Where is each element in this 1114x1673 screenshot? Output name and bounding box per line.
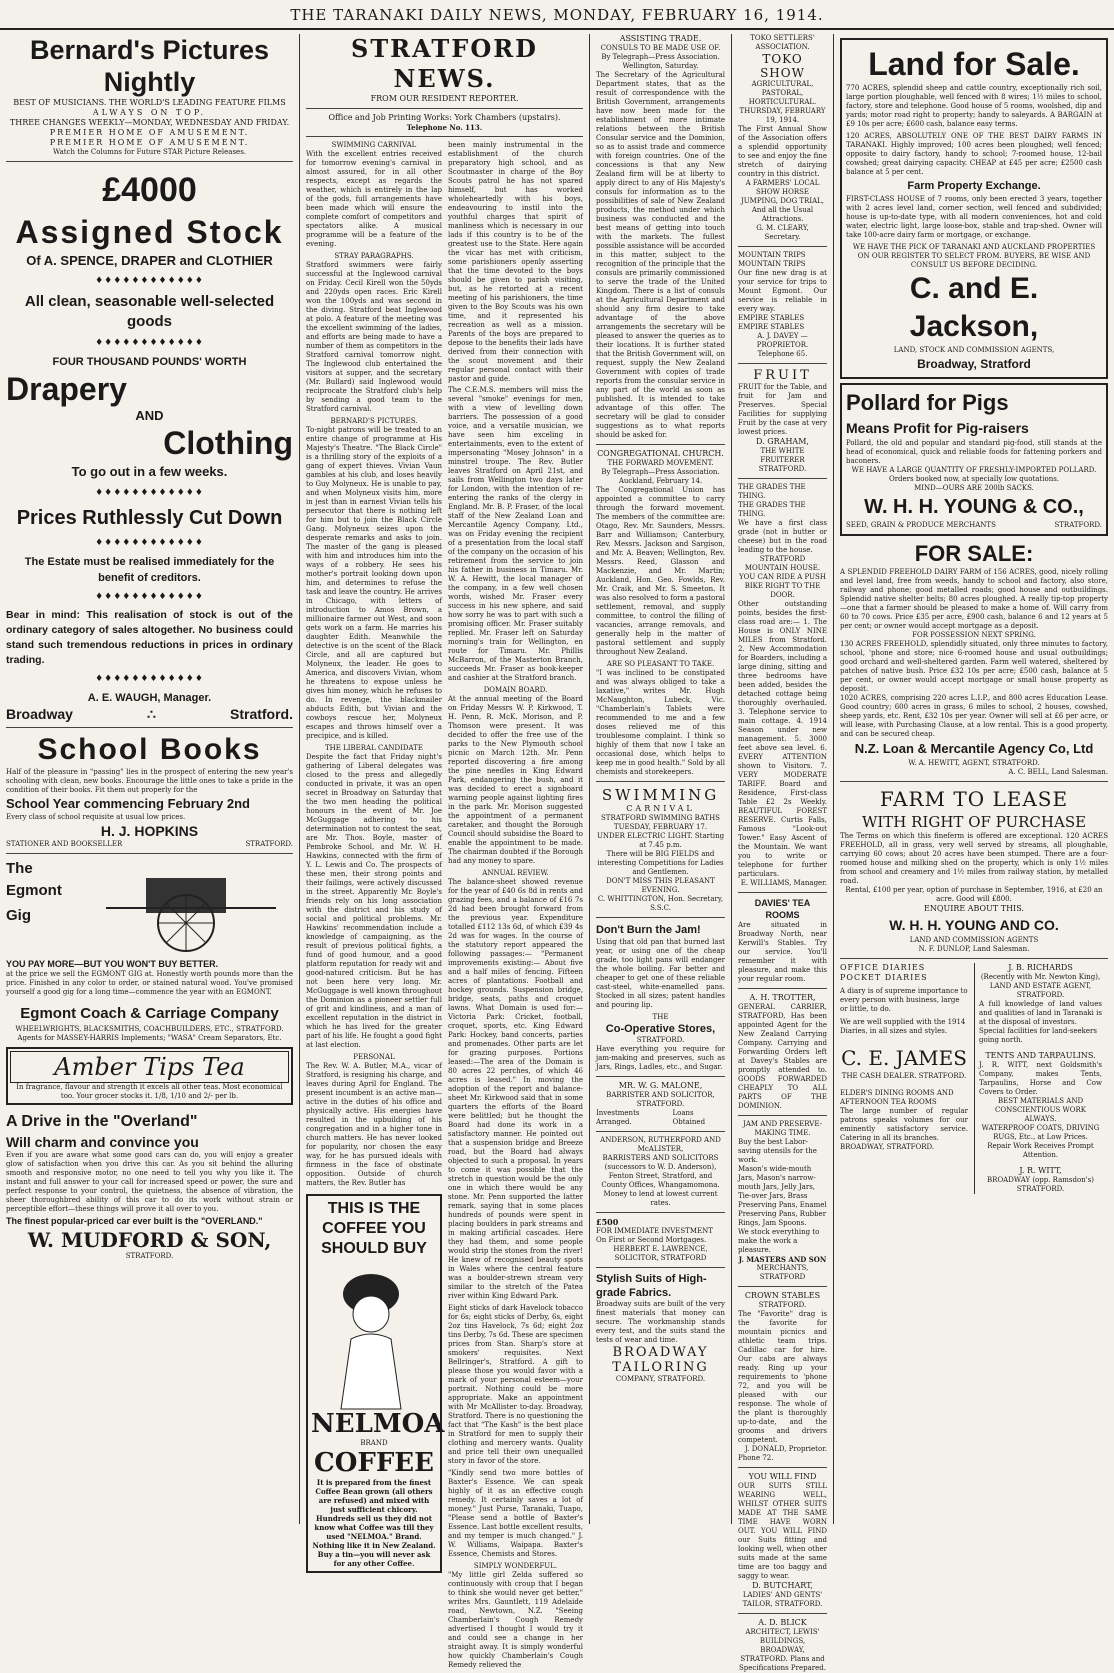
coffee: COFFEE [314,1448,434,1478]
land-for-sale: Land for Sale. [868,46,1080,82]
toko-heading: TOKO SETTLERS' ASSOCIATION. [750,34,815,51]
jackson-sub: LAND, STOCK AND COMMISSION AGENTS, [893,346,1055,354]
cong-sub: THE FORWARD MOVEMENT. [607,459,714,467]
stock-everything: We stock everything to make the work a pleasure. [738,1228,820,1254]
bernards-line6: Watch the Columns for Future STAR Picture Releases. [52,148,247,156]
bernards-title: Bernard's Pictures Nightly [29,35,270,97]
repair: Repair Work Receives Prompt Attention. [987,1142,1094,1159]
estate: The Estate must be realised immediately for the benefit of creditors. [24,556,275,584]
coop-stores: Co-Operative Stores, [605,1023,716,1035]
stratford-2: STRATFORD. [245,840,293,848]
school-year: School Year commencing February 2nd [6,796,250,811]
toko-text: The First Annual Show of the Association offers a splendid opportunity to see and enjoy the fine stretch of dairying country in this district. [738,125,827,178]
coach-sub: WHEELWRIGHTS, BLACKSMITHS, COACHBUILDERS, ETC., STRATFORD. Agents for MASSEY-HARRIS Implements; "WASA" Cream Separators, Etc. [15,1025,284,1042]
gig-text: at the price we sell the EGMONT GIG at. Honestly worth pounds more than the price. Finished in any color to order, or stained natural wood. You've promised yourself a good gig for a long time—commence the year with an EGMONT. [6,970,293,996]
jam2-text: Buy the best Labor-saving utensils for the work. [738,1138,817,1164]
gig-illustration [86,858,286,958]
waterproof: WATERPROOF COATS, DRIVING RUGS, Etc., at Low Prices. [981,1124,1100,1141]
malone: MR. W. G. MALONE, [618,1081,703,1090]
assist-text: The Secretary of the Agricultural Department states, that as the result of correspondence with the British Government, arrangements have now been made for the establishment of more intimate relations between the British Consular service and the Dominion, so as to assist trade and commerce with foreign countries. One of the concessions is that any New Zealand firm will be at liberty to apply direct to any of His Majesty's consuls for information as to the possibilities of sale of New Zealand products, the method under which business was conducted and the best means of getting into touch with the markets. The fullest possible assistance will be accorded in this matter, subject to the recognition of the principle that the consuls are primarily commissioned to serve the trade of the United Kingdom. There is a list of consuls at the Agricultural Department and should any firm desire to take advantage of the above arrangements the secretary will be pleased to answer the queries as to their locations. It is further stated that the British Government will, on request, supply the New Zealand Government with copies of trade reports from the consular service in any part of the world as soon as published. It is intended to take advantage of this offer. The secretary will be glad to consider suggestions as to what reports should be asked for. [596,71,725,439]
diary-text: A diary is of supreme importance to every person with business, large or little, to do. [840,987,968,1013]
forsale-156: A SPLENDID FREEHOLD DAIRY FARM of 156 ACRES, good, nicely rolling and level land, free from weeds, handy to school and factory, also store, railway and phone; good metalled roads; good house and outbuildings. Splendid native shelter belts; 80 acres ploughed. A really tip-top property —one that a farmer should be pleased to make a home of. Will carry from 60 to 70 cows. Price £35 per acre, £900 cash, balance 6 and 12 years at 5 per cent; or owner would accept mortgage as a deposit. [840,568,1108,630]
all-clean: All clean, seasonable well-selected goods [24,293,275,330]
swimming: SWIMMING [601,786,720,804]
telephone: Telephone No. 113. [406,123,483,132]
h-liberal: THE LIBERAL CANDIDATE [325,744,423,752]
james-sub: THE CASH DEALER. STRATFORD. [841,1072,967,1080]
gig-the: The [6,860,33,877]
cong-text: The Congregational Union has appointed a committee to carry through the forward movement. The members of the committee are: Otago, Rev. Mr. Saunders, Messrs. Barr and Williamson; Canterbury, Rev. Messrs. Jackson and Sargison, and Mr. A. Beaven; Wellington, Rev. Messrs. Reed, Glasson and Mackenzie, and Mr. Martin; Auckland, Hon. Geo. Fowlds, Rev. Mr. Craik, and Mr. S. Smeeton. It was also resolved to form a pastoral settlement, removal, and supply committee, to control the filling of vacancies, arrange removals, and generally help in the matter of pastoral settlement and supply throughout New Zealand. [596,486,725,656]
bernards-line2: ALWAYS ON TOP. [92,108,207,117]
woman-illustration [311,1259,431,1409]
hopkins: H. J. HOPKINS [100,823,199,839]
anderson: ANDERSON, RUTHERFORD AND McALISTER, [600,1136,721,1153]
stratford: Stratford. [230,706,293,722]
mudford: W. MUDFORD & SON, [27,1228,272,1252]
elders-text: The large number of regular patrons speaks volumes for our eminently satisfactory service. Catering in all its branches. [840,1107,968,1142]
mountain-features: Other outstanding points, besides the first-class road are:— 1. The House is ONLY NINE MILES from Stratford. 2. New Accommodation for Boarders, including a large dining, sitting and three bedrooms have been added, besides the detached cottage being thoroughly overhauled. 3. Telephone service to main cottage. 4. 1914 Season under new management. 5. 3000 feet above sea level. 6. EVERY ATTENTION shown to Visitors. 7. VERY MODERATE TARIFF. Board and Residence, First-class Table £2 2s Weekly. BEAUTIFUL FOREST RESERVE. Curtis Falls, Famous "Look-out Tower." Easy Ascent of the Mountain. We want you to write or telephone for further particulars. [738,600,827,878]
column-5 [834,34,1114,1524]
school-text: Half of the pleasure in "passing" lies in the prospect of entering the new year's schooling with clean, new books. Encourage the little ones to take a pride in the condition of their books. Fit them out properly for the [6,768,293,794]
elders-addr: BROADWAY, STRATFORD. [840,1143,935,1151]
column-4 [732,34,834,1672]
liberal-text: Despite the fact that Friday night's gathering of Liberal delegates was closed to the press and allegedly conducted in private, it was an open secret in Broadway on Saturday that the two men heading the political honours in the event of Mr. Joe McGuggage adhering to his determination not to contest the seat, are Mr. Thos. Boyle, master of Pembroke School, and Mr. W. H. Hawkins, connected with the firm of Y. L. Lewis and Co. The prospects of these men, their strong points and their failings, were actively discussed in the street. Apparently Mr. Boyle's friends rely on his long association with the district and his study of social and political problems. Mr. Hawkins' recommendation include a knowledge of campaigning, as the result of previous political fights, a fund of good humour, and a good platform reputation for ready wit and good-natured criticism. But he has not been here very long. Mr. McGuggage is well known throughout the Dominion as a pioneer settler full of grit and kindliness, and a man of excellent reputation in the district in which he has lived for the greater part of his life. He fought a good fight at last election. [306,753,442,1049]
loans: Loans Obtained [672,1109,706,1126]
bernards-line5: PREMIER HOME OF AMUSEMENT. [49,138,250,147]
elders: ELDER'S DINING ROOMS AND AFTERNOON TEA ROOMS [840,1089,954,1106]
young-sub: SEED, GRAIN & PRODUCE MERCHANTS [846,521,996,529]
carnival: CARNIVAL [626,804,695,813]
empire-2: EMPIRE STABLES [738,323,805,331]
davies-text: Are situated in Broadway North, near Kerwill's Stables. Try our service. You'll remember it with pleasure, and make this your regular room. [738,921,827,983]
nz-loan: N.Z. Loan & Mercantile Agency Co, Ltd [854,741,1094,756]
quantity: WE HAVE A LARGE QUANTITY OF FRESHLY-IMPORTED POLLARD. [851,466,1097,474]
stray-text: Stratford swimmers were fairly successful at the Inglewood carnival on Friday. Cecil Kirell won the 50yds and 220yds open races. Eric Kirell won the 100yds and was second in the diving. Stratford beat Inglewood at polo. A feature of the meeting was the excellent swimming of the ladies, and efforts are being made to have a number of them as competitors in the Stratford carnival tomorrow night. The Inglewood club entertained the visitors at supper, and the secretary (Mr. Bullard) said Inglewood would reciprocate the Stratford club's help by sending a good team to the Stratford carnival. [306,261,442,413]
stylish-text: Broadway suits are built of the very finest materials that money can secure. The workmanship stands every test, and the suits stand the tests of wear and time. [596,1300,725,1344]
williams: E. WILLIAMS, Manager. [740,879,827,887]
assigned-stock: Assigned Stock [15,214,284,250]
charm: Will charm and convince you [6,1134,199,1150]
graham: D. GRAHAM, [756,437,809,446]
right-of-purchase: WITH RIGHT OF PURCHASE [861,813,1087,831]
grades-text: We have a first class grade (not in butter or cheese) but in the road leading to the house. [738,519,827,554]
h-bernards: BERNARD'S PICTURES. [330,417,418,425]
crown-stables: CROWN STABLES [744,1291,821,1300]
mudford-stratford: STRATFORD. [125,1252,174,1260]
swim-text: There will be BIG FIELDS and interesting Competitions for Ladies and Gentlemen. [597,850,724,876]
toko-date: THURSDAY, FEBRUARY 19, 1914. [739,107,826,124]
pocket-diaries: POCKET DIARIES [840,973,928,982]
broadway-tailoring-2: TAILORING [612,1360,709,1375]
h-personal: PERSONAL [353,1053,395,1061]
mind: MIND—OURS ARE 200lb SACKS. [914,484,1034,492]
five-hundred: £500 [596,1217,619,1227]
coop-stratford: STRATFORD. [636,1036,685,1044]
grades-2: THE GRADES THE THING. [738,501,806,518]
davey: A. J. DAVEY — PROPRIETOR. Telephone 65. [756,332,809,358]
stratford-news-title: STRATFORD NEWS. [350,34,538,93]
column-2 [300,34,590,1669]
havelock-text: Eight sticks of dark Havelock tobacco for 6s; eight sticks of Derby, 6s, eight 2oz tins Havelock, 7s 6d; eight 2oz tins Derby, 7s 6d. These are specimen prices from Stan. Sharp's store at smokers' requisites. Next Bellringer's, Stratford. A gift to please those you would favor with a mark of your personal esteem—your portrait. Nothing could be more appropriate. Make an appointment with Mr McAllister to-day. Broadway, Stratford. There is no questioning the fact that "The Kash" is the best place in Stratford for men to supply their clothing and mercery wants. Quality and price tell their own unequalled story in favor of the store. [448,1304,583,1465]
trotter: A. H. TROTTER, [749,993,816,1002]
column-1: Bernard's Pictures Nightly BEST OF MUSICIANS. THE WORLD'S LEADING FEATURE FILMS ALWAYS ON TOP. THREE CHANGES WEEKLY—MONDAY, WEDNESDAY AND FRIDAY. PREMIER HOME OF AMUSEMENT. PREMIER HOME OF AMUSEMENT. Watch the Columns for Future STAR Picture Releases. £4000 Assigned Stock Of A. SPENCE, DRAPER and CLOTHIER ♦♦♦♦♦♦♦♦♦♦♦♦ All clean, seasonable well-selected goods ♦♦♦♦♦♦♦♦♦♦♦♦ FOUR THOUSAND POUNDS' WORTH Drapery AND Clothing To go out in a few weeks. ♦♦♦♦♦♦♦♦♦♦♦♦ Prices Ruthlessly Cut Down ♦♦♦♦♦♦♦♦♦♦♦♦ The Estate must be realised immediately for the benefit of creditors. ♦♦♦♦♦♦♦♦♦♦♦♦ Bear in mind: This realisation of stock is out of the ordinary category of sales altogether. No business could stand such tremendous reductions in prices in ordinary trading. ♦♦♦♦♦♦♦♦♦♦♦♦ A. E. WAUGH, Manager. Broadway ∴ Stratford. School Books Half of the pleasure in "passing" lies in the prospect of entering the new year's schooling with clean, new books. Encourage the little ones to take a pride in the condition of their books. Fit them out properly for the School Year commencing February 2nd Every class of school requisite at usual low prices. H. J. HOPKINS STATIONER AND BOOKSELLER STRATFORD. The Egmont Gig YOU PAY MORE—BUT YOU WON'T BUY BETTER. at the price we sell the EGMONT GIG at. Honestly worth pounds more than the price. Finished in any color to order, or stained natural wood. You've promised yourself a good gig for a long time—commence the year with an EGMONT. Egmont Coach & Carriage Company WHEELWRIGHTS, BLACKSMITHS, COACHBUILDERS, ETC., STRATFORD. Agents for MASSEY-HARRIS Implements; "WASA" Cream Separators, Etc. Amber Tips Tea In fragrance, flavour and strength it excels all other teas. Most economical too. Your grocer stocks it. 1/8, 1/10 and 2/- per lb. A Drive in the "Overland" Will charm and convince you Even if you are aware what some good cars can do, you will enjoy a greater glow of satisfaction when you drive this car. As you sit behind the alluring smooth and responsive motor, no one need to tell you why you like it. The instant and full answer to your call for increased speed or power, the sure and perfect response to your control, the quietness, the absence of vibration, the sheer thoroughbred ability of this car to do its work without strain or perceptible effort—these things will prove it all over to you. The finest popular-priced car ever built is the "OVERLAND." W. MUDFORD & SON, STRATFORD. [0,34,300,1524]
rental: Rental, £100 per year, option of purchase in September, 1916, at £20 an acre. Good will £800. [845,886,1103,903]
witt-addr: BROADWAY (opp. Ramsdon's) STRATFORD. [987,1176,1094,1193]
james: C. E. JAMES [841,1046,967,1070]
divider: ♦♦♦♦♦♦♦♦♦♦♦♦ [95,674,204,684]
toko-sub: AGRICULTURAL, PASTORAL, HORTICULTURAL. [748,80,817,106]
young: W. H. H. YOUNG & CO., [864,496,1084,518]
barrister: BARRISTER AND SOLICITOR, STRATFORD. [606,1091,715,1108]
crown-text: The "Favorite" drag is the favorite for mountain picnics and athletic team trips. Cadillac car for hire. Our cabs are always ready. Ring up your requirements to 'phone 72, and you will be pleased with our response. The whole of the plant is thoroughly up-to-date, and the grooms and drivers competent. [738,1310,827,1444]
clothing: Clothing [163,425,293,461]
dont-miss: DON'T MISS THIS PLEASANT EVENING. [606,877,715,894]
special: Special facilities for land-seekers going north. [979,1027,1097,1044]
masthead-text: THE TARANAKI DAILY NEWS, MONDAY, FEBRUARY 16, 1914. [290,6,824,24]
drive-overland: A Drive in the "Overland" [6,1113,198,1130]
you-will-find: YOU WILL FIND [748,1472,817,1481]
empire-1: EMPIRE STABLES [738,314,805,322]
simply-text: "My little girl Zelda suffered so continuously with croup that I began to think she would never get better," writes Mrs. Gauntlett, 119 Adelaide road, Newtown, N.Z. "Seeing Chamberlain's Cough Remedy advertised I thought I would try it and could see a change in her straight away. It is simply wonderful how quickly Chamberlain's Cough Remedy relieved the [448,1571,583,1669]
go-out: To go out in a few weeks. [71,464,228,479]
amount: £4000 [102,171,197,209]
swim-text: With the excellent entries received for tomorrow evening's carnival in almost assured, for in all other respects, except as regards the weather, which is entirely in the lap of the gods, full arrangements have been made which will ensure the complete comfort of competitors and spectators alike. A musical programme will be a feature of the evening. [306,150,442,248]
personal-text: The Rev. W. A. Butler, M.A., vicar of Stratford, is resigning his charge, and leaves during April for England. The present incumbent is an active man—active in the duties of his office and physically active. His energies have resulted in the upbuilding of his congregation and in a higher tone in church matters. He has never looked for popularity, nor chosen the easy way, for he has pursued ideals with firmness in the face of obstinate opposition. Outside of church matters, the Rev. Butler has [306,1062,442,1187]
prices-cut: Prices Ruthlessly Cut Down [16,507,283,529]
and: AND [135,408,164,423]
lawrence: HERBERT E. LAWRENCE, SOLICITOR, STRATFORD [613,1245,708,1262]
amber-tips: Amber Tips Tea [10,1051,289,1083]
hewitt: W. A. HEWITT, AGENT, STRATFORD. [908,759,1040,767]
dunlop: N. F. DUNLOP, Land Salesman. [918,945,1030,953]
fruit-text: FRUIT for the Table, and fruit for Jam and Preserves. Special Facilities for supplying Fruit by the case at very lowest prices. [738,383,827,436]
cong-by: By Telegraph—Press Association. Auckland, February 14. [601,468,720,485]
blick: A. D. BLICK [758,1618,807,1627]
toko-show: TOKO SHOW [760,52,805,80]
young-stratford: STRATFORD. [1054,521,1102,529]
h-assist: ASSISTING TRADE. [619,34,702,43]
phone: Phone 72. [738,1454,774,1462]
whittington: C. WHITTINGTON, Hon. Secretary, S.S.C. [597,895,724,912]
farm-text: FIRST-CLASS HOUSE of 7 rooms, only been erected 3 years, together with 2 acres level land, corner section, well fenced and subdivided; house is up-to-date type, with all modern conveniences, hot and cold water, electric light, large loose-box, stable and trap-shed. Owner will take 100-acre dairy farm or mortgage, or exchange. [846,195,1102,239]
jam-text: Using that old pan that burned last year, or using one of the cheap grade, too light pans will endanger the whole boiling. Far better and cheaper to get one of these reliable cast-steel, white-enamelled pans. Stocked in all sizes; patent handles and pouring lip. [596,938,725,1009]
coach-company: Egmont Coach & Carriage Company [20,1005,279,1022]
assist-sub: CONSULS TO BE MADE USE OF. [600,44,721,52]
richards-text: A full knowledge of land values and qualities of land in Taranaki is at the disposal of investors. [979,1000,1102,1026]
jam-heading: Don't Burn the Jam! [596,924,701,936]
forsale-1020: 1020 ACRES, comprising 220 acres L.I.P., and 800 acres Education Lease. Good country; 600 acres in grass, 6 miles to school, 2 houses, cowshed, sheep yards, etc. Rent, £32 10s per year. Owner will sell at £6 per acre, or will lease, with Purchasing Clause, at a low rental. This is a good property, and can be secured cheap. [840,694,1108,738]
stylish: Stylish Suits of High-grade Fabrics. [596,1273,707,1299]
divider: ♦♦♦♦♦♦♦♦♦♦♦♦ [95,488,204,498]
assist-by: By Telegraph—Press Association. Wellington, Saturday. [601,53,720,70]
cleary: G. M. CLEARY, Secretary. [756,224,809,241]
bear-in-mind: Bear in mind: This realisation of stock is out of the ordinary category of sales altogether. No business could stand such tremendous reductions in prices in ordinary trading. [6,609,293,666]
mountain-trips-2: MOUNTAIN TRIPS [738,260,806,268]
gig-ad [6,858,293,958]
tents: TENTS AND TARPAULINS. [985,1051,1096,1060]
davies-tea: DAVIES' TEA ROOMS [754,898,811,920]
richards-sub: (Recently with Mr. Newton King), LAND AND ESTATE AGENT, STRATFORD. [980,973,1101,999]
land-120: 120 ACRES, ABSOLUTELY ONE OF THE BEST DAIRY FARMS IN TARANAKI. Highly improved; 100 acres been ploughed; well fenced; opposite to dairy factory, handy to school; 7-roomed house, 12-bail cowshed; great dairying capacity. CHEAP at £45 per acre; £2500 cash balance at 5 per cent. [846,132,1102,176]
possession: FOR POSSESSION NEXT SPRING. [912,631,1036,639]
bell: A. C. BELL, Land Salesman. [1008,768,1108,776]
every-class: Every class of school requisite at usual low prices. [6,813,186,821]
kindly-text: "Kindly send two more bottles of Baxter's Essence. We can speak highly of it as an effective cough remedy. It certainly saves a lot of money." Just Purse, Taranaki, Tuapo, "Please send a bottle of Baxter's Essence. Last bottle excellent results, and my temper is much changed." J. W. Williams, Waipapa. Baxter's Essence, Chemists and Stores. [448,1469,583,1558]
h-simply: SIMPLY WONDERFUL. [473,1562,558,1570]
cems-text: The C.E.M.S. members will miss the several "smoke" evenings for men, with a view of levelling down barriers. The possession of a good voice, and a versatile musician, we have seen him exceling in entertainments, even to the extent of impersonating "Mosey Johnson" in a minstrel troupe. The Rev. Butler leaves Stratford on April 21st, and sails from Wellington two days later for London, with the intention of re-entering the ranks of the clergy in England. Mr. B. P. Fraser, of the local staff of the New Zealand Loan and Mercantile Agency Company, Ltd., was on Friday evening the recipient of a presentation from the local staff of the company on the occasion of his retirement from the service to join his father in business in Timaru. Mr. W. A. Hewitt, the local manager of the company, in a few well chosen words, wished Mr. Fraser every success in his new sphere, and said how sorry he was to part with such a promising officer. Mr. Fraser suitably replied. Mr. Fraser left on Saturday morning's train for Wellington, en route for Timaru. Mr. Phillis McBarron, of the Masterton Branch, succeeds Mr. Fraser as book-keeper and cashier at the Stratford branch. [448,386,583,682]
bernards-line1: BEST OF MUSICIANS. THE WORLD'S LEADING FEATURE FILMS [13,98,286,107]
donald: J. DONALD, Proprietor. [744,1445,827,1453]
brake-text: Our fine new drag is at your service for trips to Mount Egmont. Our service is reliable in every way. [738,269,827,313]
farm-exchange: Farm Property Exchange. [907,180,1041,192]
pleasant-text: "I was inclined to be constipated and was always obliged to take a laxative," writes Mr. Hugh McNaughton, Lubeck, Vic. "Chamberlain's Tablets were recommended to me and a few doses relieved me of this troublesome complaint. I think so highly of them that now I take an occasional dose, which helps to keep me in good health." Sold by all chemists and storekeepers. [596,669,725,776]
pollard-profit: Means Profit for Pig-raisers [846,420,1029,436]
jackson-address: Broadway, Stratford [917,357,1031,371]
amber-sub: In fragrance, flavour and strength it excels all other teas. Most economical too. Your grocer stocks it. 1/8, 1/10 and 2/- per lb. [16,1083,283,1100]
swim-light: UNDER ELECTRIC LIGHT. Starting at 7.45 p.m. [596,832,725,849]
annual-text: The balance-sheet showed revenue for the year of £40 6s 8d in rents and grazing fees, and a balance of £16 7s 2d had been brought forward from the previous year. Expenditure totalled £112 13s 6d, of which £39 4s 2d was for wages. In the course of the statutory report appeared the following passages:— "Permanent improvements existing:— About five and a half miles of fencing. Fifteen acres of plantations. Football and hockey grounds. Suspension bridge, bridge, seats, paths and croquet lawns. What Domain is used for:—Victoria Park: Cricket, football, croquet, sports, etc. King Edward Park: Hockey, band concerts, parties and promenades. Other parts are let for grazing purposes. Portions leased:—The area of the Domain is 80 acres 22 perches, of which 46 acres is leased." In moving the adoption of the report and balance-sheet Mr. Kirkwood said that in some quarters the efforts of the Board were belittled; but he thought the Board had done its work in a satisfactory manner. He pointed out that a suspension bridge and Breeze road, but the Board had always objected to such a proposal. In years to come it was possible that the stretch in question would be the only one in which there would be any stone. Mr. Penn supported the latter remark, saying that in some places hundreds of pounds were spent in placing boulders in park streams and in making artificial cascades. Here they had them, and some people would strip the stones from the river! He knew of recognised beauty spots in Wales where the central feature was a boulder-strewn stream very similar to the stretch of the Patea river within King Edward Park. [448,878,583,1300]
finest-car: The finest popular-priced car ever built is the "OVERLAND." [6,1216,263,1226]
divider: ♦♦♦♦♦♦♦♦♦♦♦♦ [95,276,204,286]
pollard-text: Pollard, the old and popular and standard pig-food, still stands at the head of economical, quick and reliable foods for fattening porkers and baconers. [846,439,1102,465]
you-pay: YOU PAY MORE—BUT YOU WON'T BUY BETTER. [6,959,219,969]
h-congregational: CONGREGATIONAL CHURCH. [597,449,724,458]
bernards-line3: THREE CHANGES WEEKLY—MONDAY, WEDNESDAY AND FRIDAY. [9,118,290,127]
young-2: W. H. H. YOUNG AND CO. [889,917,1059,933]
five-hundred-text: FOR IMMEDIATE INVESTMENT On First or Second Mortgages. [596,1227,713,1244]
pollard: Pollard for Pigs [846,390,1009,415]
find-text: OUR SUITS STILL WEARING WELL, WHILST OTHER SUITS MADE AT THE SAME TIME HAVE WORN OUT. YOU WILL FIND our Suits fitting and looking well, when other suits made at the same time are too baggy and saggy to wear. [738,1482,827,1580]
mountain-house: STRATFORD MOUNTAIN HOUSE. YOU CAN RIDE A PUSH BIKE RIGHT TO THE DOOR. [739,555,826,599]
drive-text: Even if you are aware what some good cars can do, you will enjoy a greater glow of satisfaction when you drive this car. As you sit behind the alluring smooth and responsive motor, no one need to tell you why you like it. The instant and full answer to your call for increased speed or power, the sure and perfect response to your control, the quietness, the absence of vibration, the sheer thoroughbred ability of this car to do its work without strain or perceptible effort—these things will prove it all over to you. [6,1151,293,1213]
drapery: Drapery [6,371,127,407]
column-3 [590,34,732,1524]
this-coffee: THIS IS THE COFFEE YOU SHOULD BUY [321,1200,427,1257]
crown-stratford: STRATFORD. [758,1301,807,1309]
nelmoa-ad [306,1194,445,1573]
for-sale: FOR SALE: [914,541,1034,566]
domain-text: At the annual meeting of the Board on Friday Messrs W. P. Kirkwood, T. H. Penn, R. McK. Morison, and P. Thomson were present. It was decided to offer the free use of the parks to the New Plymouth school picnic on March 12th. Mr. Penn reported discovering a fire among the pine needles in King Edward Park, endangering the bush, and it was decided to erect a signboard warning people against lighting fires in the park. Mr. Morison suggested the appointment of a permanent caretaker, and thought the Borough Council should subsidise the Board to enable the appointment to be made. The chairman doubted if the Borough had any money to spare. [448,695,583,865]
farm-to-lease: FARM TO LEASE [879,787,1069,811]
trotter-sub: GENERAL CARRIER, STRATFORD, Has been appointed Agent for the New Zealand Carrying Company. Carrying and Forwarding Orders left at Davey's Stables are promptly attended to. GOODS FORWARDED CHEAPLY TO ALL PARTS OF THE DOMINION. [738,1003,827,1110]
gig-egmont: Egmont [6,882,62,899]
butchart-sub: LADIES' AND GENTS' TAILOR, STRATFORD. [742,1591,823,1608]
anderson-sub: BARRISTERS AND SOLICITORS (successors to W. D. Anderson), Fenton Street, Stratford, and County Offices, Whangamomona. Money to lend at lowest current rates. [601,1154,720,1207]
graham-sub: THE WHITE FRUITERER STRATFORD. [758,447,807,473]
office-diaries: OFFICE DIARIES [840,963,926,972]
h-swimming: SWIMMING CARNIVAL [331,141,417,149]
witt: J. R. WITT, [1019,1166,1062,1175]
tailoring-company: COMPANY, STRATFORD. [615,1375,706,1383]
divider: ♦♦♦♦♦♦♦♦♦♦♦♦ [95,538,204,548]
orders: Orders booked now, at specially low quotations. [888,475,1060,483]
witt-text: J. R. WITT, next Goldsmith's Company, makes Tents, Tarpaulins, Horse and Cow Covers to Order. [979,1061,1102,1096]
four-thousand: FOUR THOUSAND POUNDS' WORTH [52,356,247,368]
lease-text: The Terms on which this fineferm is offered are exceptional. 120 ACRES FREEHOLD, all in grass, very well served by streams, all ploughable, carrying 60 cows; about 20 acres have been stumped. There are a four-roomed house and milking shed on the property, which is only 1½ miles from school and creamery and 1½ miles from railway station, by metalled road. [840,832,1108,885]
investments: Investments Arranged. [596,1109,640,1126]
h-stray: STRAY PARAGRAPHS. [334,252,414,260]
office-line: Office and Job Printing Works: York Chambers (upstairs). [328,113,561,122]
h-pleasant: ARE SO PLEASANT TO TAKE. [606,660,715,668]
masthead [0,0,1114,30]
coop-text: Have everything you require for jam-making and preserves, such as Jars, Rings, Ladles, etc., and Sugar. [596,1045,725,1071]
richards: J. B. RICHARDS [1008,963,1073,972]
bernards-text: To-night patrons will be treated to an entire change of programme at His Majesty's Theatre. "The Black Circle" is a thrilling story of the exploits of a gang of expert thieves. Vivian Vaun gambles at his club, and loses heavily to Guy Molyneux. He is unable to pay, and when Molyneux visits him, more in jest than in earnest Vivian tells his persecutor that there is nothing left for him but to join the Black Circle Gang. Molyneux seizes upon the desperate remarks and asks to join. The master of the gang is pleased with him and introduces him into the ways of a robbery. He sees his mother's portrait looking down upon him, and determines to refuse the task and leave the country. He arrives in Chicago, with letters of introduction to Amos Brown, a millionaire farmer out West, and soon gets work on a farm. He marries his daughter Edith. Meanwhile the detective is on the scent of the Black Circle, and all are captured but Molyneux, the leader. He goes to America, and discovers Vivian, whom he threatens to expose unless he gives him money, which he refuses to do. In revenge, the blackmailer abducts Edith, but Vivian and the cowboys rescue her, Molyneux escapes and throws himself over a precipice, and is killed. [306,426,442,740]
broadway-tailoring-1: BROADWAY [612,1345,709,1360]
broadway: Broadway [6,706,73,722]
h-annual: ANNUAL REVIEW. [482,869,549,877]
bernards-line4: PREMIER HOME OF AMUSEMENT. [49,128,250,137]
nelmoa-text: It is prepared from the finest Coffee Bean grown (all others are refused) and mixed with just sufficient chicory. Hundreds sell us they did not know what Coffee was till they used "NELMOA." Brand. Nothing like it in New Zealand. Buy a tin—you will never ask for any other Coffee. [312,1478,436,1568]
stratford-news-sub: FROM OUR RESIDENT REPORTER. [370,94,519,103]
grades-1: THE GRADES THE THING. [738,483,806,500]
masters-sub: MERCHANTS, STRATFORD [756,1264,809,1281]
butchart: D. BUTCHART, [752,1581,813,1590]
h-domain: DOMAIN BOARD. [483,686,548,694]
forsale-130: 130 ACRES FREEHOLD, splendidly situated, only three minutes to factory, school, 'phone and store; nice 6-roomed house and usual outbuildings; good orchard and well-sheltered garden. Farm well watered, sheltered by patches of native bush. Price £32 10s per acre; £500 cash, balance at 5 per cent, or owner would accept mortgage or small house property as deposit. [840,640,1108,693]
brand: BRAND [360,1439,388,1447]
divider: ♦♦♦♦♦♦♦♦♦♦♦♦ [95,592,204,602]
swim-date: TUESDAY, FEBRUARY 17. [613,823,708,831]
nelmoa: NELMOA [311,1409,445,1439]
school-books: School Books [37,733,262,766]
jars: Mason's wide-mouth Jars, Mason's narrow-mouth Jars, Jelly Jars, Tie-over Jars, Brass Preserving Pans, Enamel Preserving Pans, Rubber Rings, Jam Spoons. [738,1165,827,1227]
land-770: 770 ACRES, splendid sheep and cattle country, exceptionally rich soil, large portion ploughable, well fenced with 8 wires; 1½ miles to school, factory, store and telephone. Good house of 5 rooms, woolshed, dip and yards; motor road right to property; handy to saleyards. A BARGAIN at £9 10s per acre; £600 cash, balance easy terms. [846,84,1102,128]
jam-preserve: JAM AND PRESERVE-MAKING TIME. [743,1120,822,1137]
jackson: C. and E. Jackson, [909,272,1039,343]
young2-sub: LAND AND COMMISSION AGENTS [909,936,1039,944]
enquire: ENQUIRE ABOUT THIS. [924,904,1024,913]
waugh: A. E. WAUGH, Manager. [87,692,212,704]
toko-pony: A FARMERS' LOCAL SHOW HORSE JUMPING, DOG TRIAL, And all the Usual Attractions. [740,179,825,223]
divider: ♦♦♦♦♦♦♦♦♦♦♦♦ [95,338,204,348]
blick-sub: ARCHITECT, LEWIS' BUILDINGS, BROADWAY, STRATFORD. Plans and Specifications Prepared. [739,1628,826,1672]
stationer: STATIONER AND BOOKSELLER [6,840,123,848]
spence: Of A. SPENCE, DRAPER and CLOTHIER [26,253,273,268]
pick: WE HAVE THE PICK OF TARANAKI AND AUCKLAND PROPERTIES ON OUR REGISTER TO SELECT FROM. BUYERS, BE WISE AND CONSULT US BEFORE DECIDING. [852,243,1096,269]
baths: STRATFORD SWIMMING BATHS [601,814,720,822]
coop-the: THE [652,1013,669,1021]
diary-text-2: We are well supplied with the 1914 Diaries, in all sizes and styles. [840,1018,966,1035]
materials: BEST MATERIALS AND CONSCIENTIOUS WORK ALWAYS. [995,1097,1086,1123]
butler-text: been mainly instrumental in the establishment of the church preparatory high school, and as Scoutmaster in charge of the Boy Scouts patrol he has not spared himself, but has worked wholeheartedly with his boys, endeavouring to instil into the youthful charges that spirit of manliness which is necessary in our lads if this country is to be of the greatest use to the State. Here again the vicar has met with criticism, some parishioners openly asserting that the time devoted to the boys should be given to parish visiting, but, as he retorted at a recent meeting of his parishioners, the time given to the Boy Scouts was his own time, and it represented his recreation as well as a mission. Parents of the boys are prepared to depose to the benefits their lads have derived from their connection with the scout movement and their regular personal contact with their pastor and guide. [448,141,583,383]
masters: J. MASTERS AND SON [738,1255,827,1264]
gig-gig: Gig [6,907,31,924]
mountain-trips-1: MOUNTAIN TRIPS [738,251,806,259]
fruit: FRUIT [753,368,812,383]
